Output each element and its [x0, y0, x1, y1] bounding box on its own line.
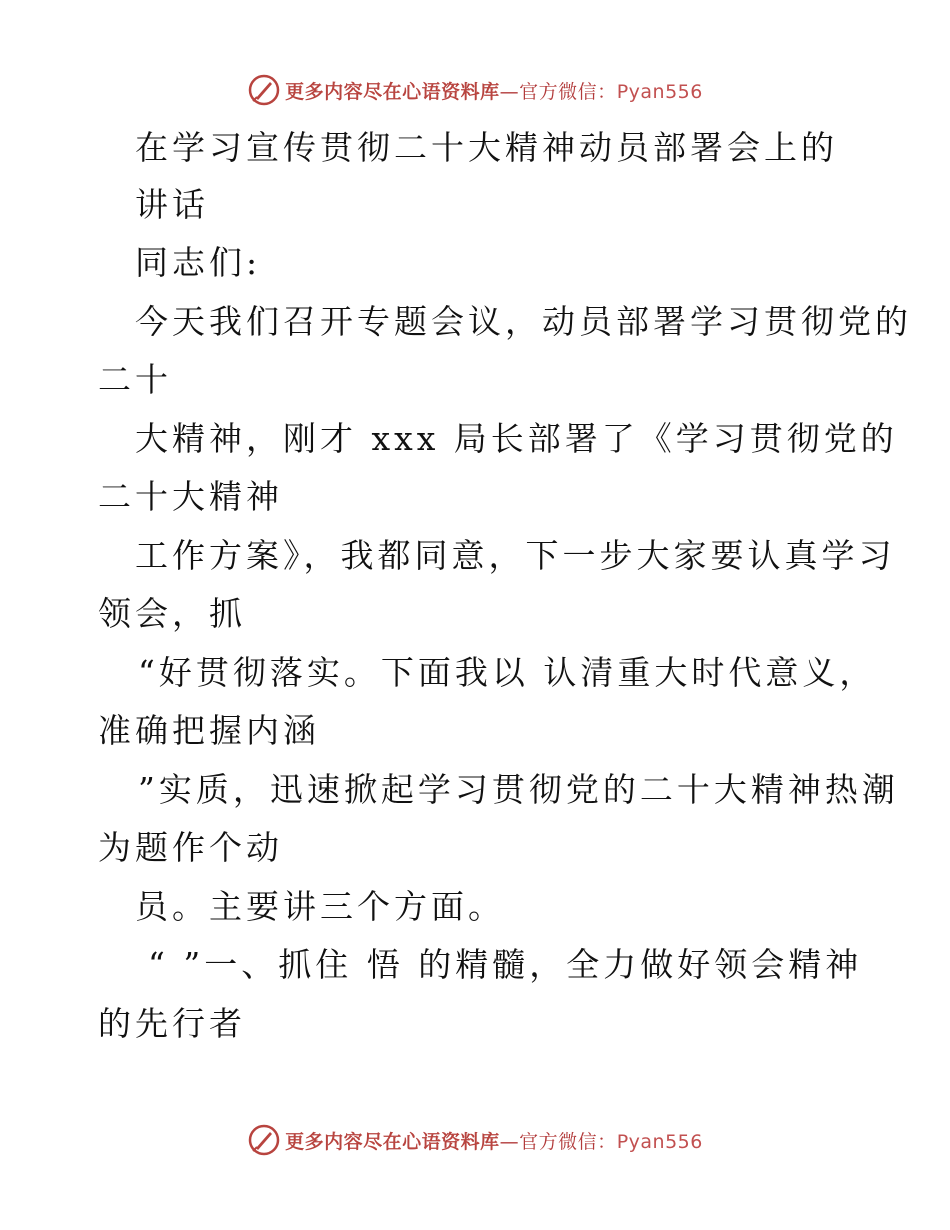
title-line-2: 讲话 [135, 185, 209, 224]
watermark-text [285, 77, 703, 104]
quill-logo-icon [247, 1123, 281, 1157]
salutation: 同志们: [135, 243, 262, 282]
watermark-footer [0, 1120, 950, 1160]
paragraph-line: ”实质，迅速掀起学习贯彻党的二十大精神热潮 [138, 770, 899, 809]
paragraph-line: 员。主要讲三个方面。 [135, 887, 505, 926]
watermark-header [0, 70, 950, 110]
watermark-secondary-text: 官方微信： [519, 1130, 617, 1153]
section-heading-line: “ ”一、抓住 悟 的精髓，全力做好领会精神 [148, 945, 863, 984]
paragraph-line: 为题作个动 [98, 828, 283, 867]
watermark-wechat-id: Pyan556 [616, 1130, 703, 1153]
paragraph-line: 领会，抓 [98, 594, 246, 633]
watermark-main-text: 更多内容尽在心语资料库 [285, 1130, 500, 1153]
watermark-secondary-text: 官方微信： [519, 80, 617, 103]
watermark-dash: — [499, 1130, 520, 1153]
section-heading-line: 的先行者 [98, 1004, 246, 1043]
quill-logo-icon [247, 73, 281, 107]
paragraph-line: 二十大精神 [98, 477, 283, 516]
watermark-dash: — [499, 80, 520, 103]
paragraph-line: 今天我们召开专题会议，动员部署学习贯彻党的 [135, 302, 912, 341]
paragraph-line: 大精神，刚才 xxx 局长部署了《学习贯彻党的 [135, 419, 898, 458]
watermark-wechat-id: Pyan556 [616, 80, 703, 103]
paragraph-line: 准确把握内涵 [98, 711, 320, 750]
paragraph-line: 二十 [98, 360, 172, 399]
title-line-1: 在学习宣传贯彻二十大精神动员部署会上的 [135, 128, 838, 167]
paragraph-line: “好贯彻落实。下面我以 认清重大时代意义， [138, 653, 877, 692]
watermark-main-text: 更多内容尽在心语资料库 [285, 80, 500, 103]
watermark-text [285, 1127, 703, 1154]
paragraph-line: 工作方案》，我都同意，下一步大家要认真学习 [135, 536, 896, 575]
